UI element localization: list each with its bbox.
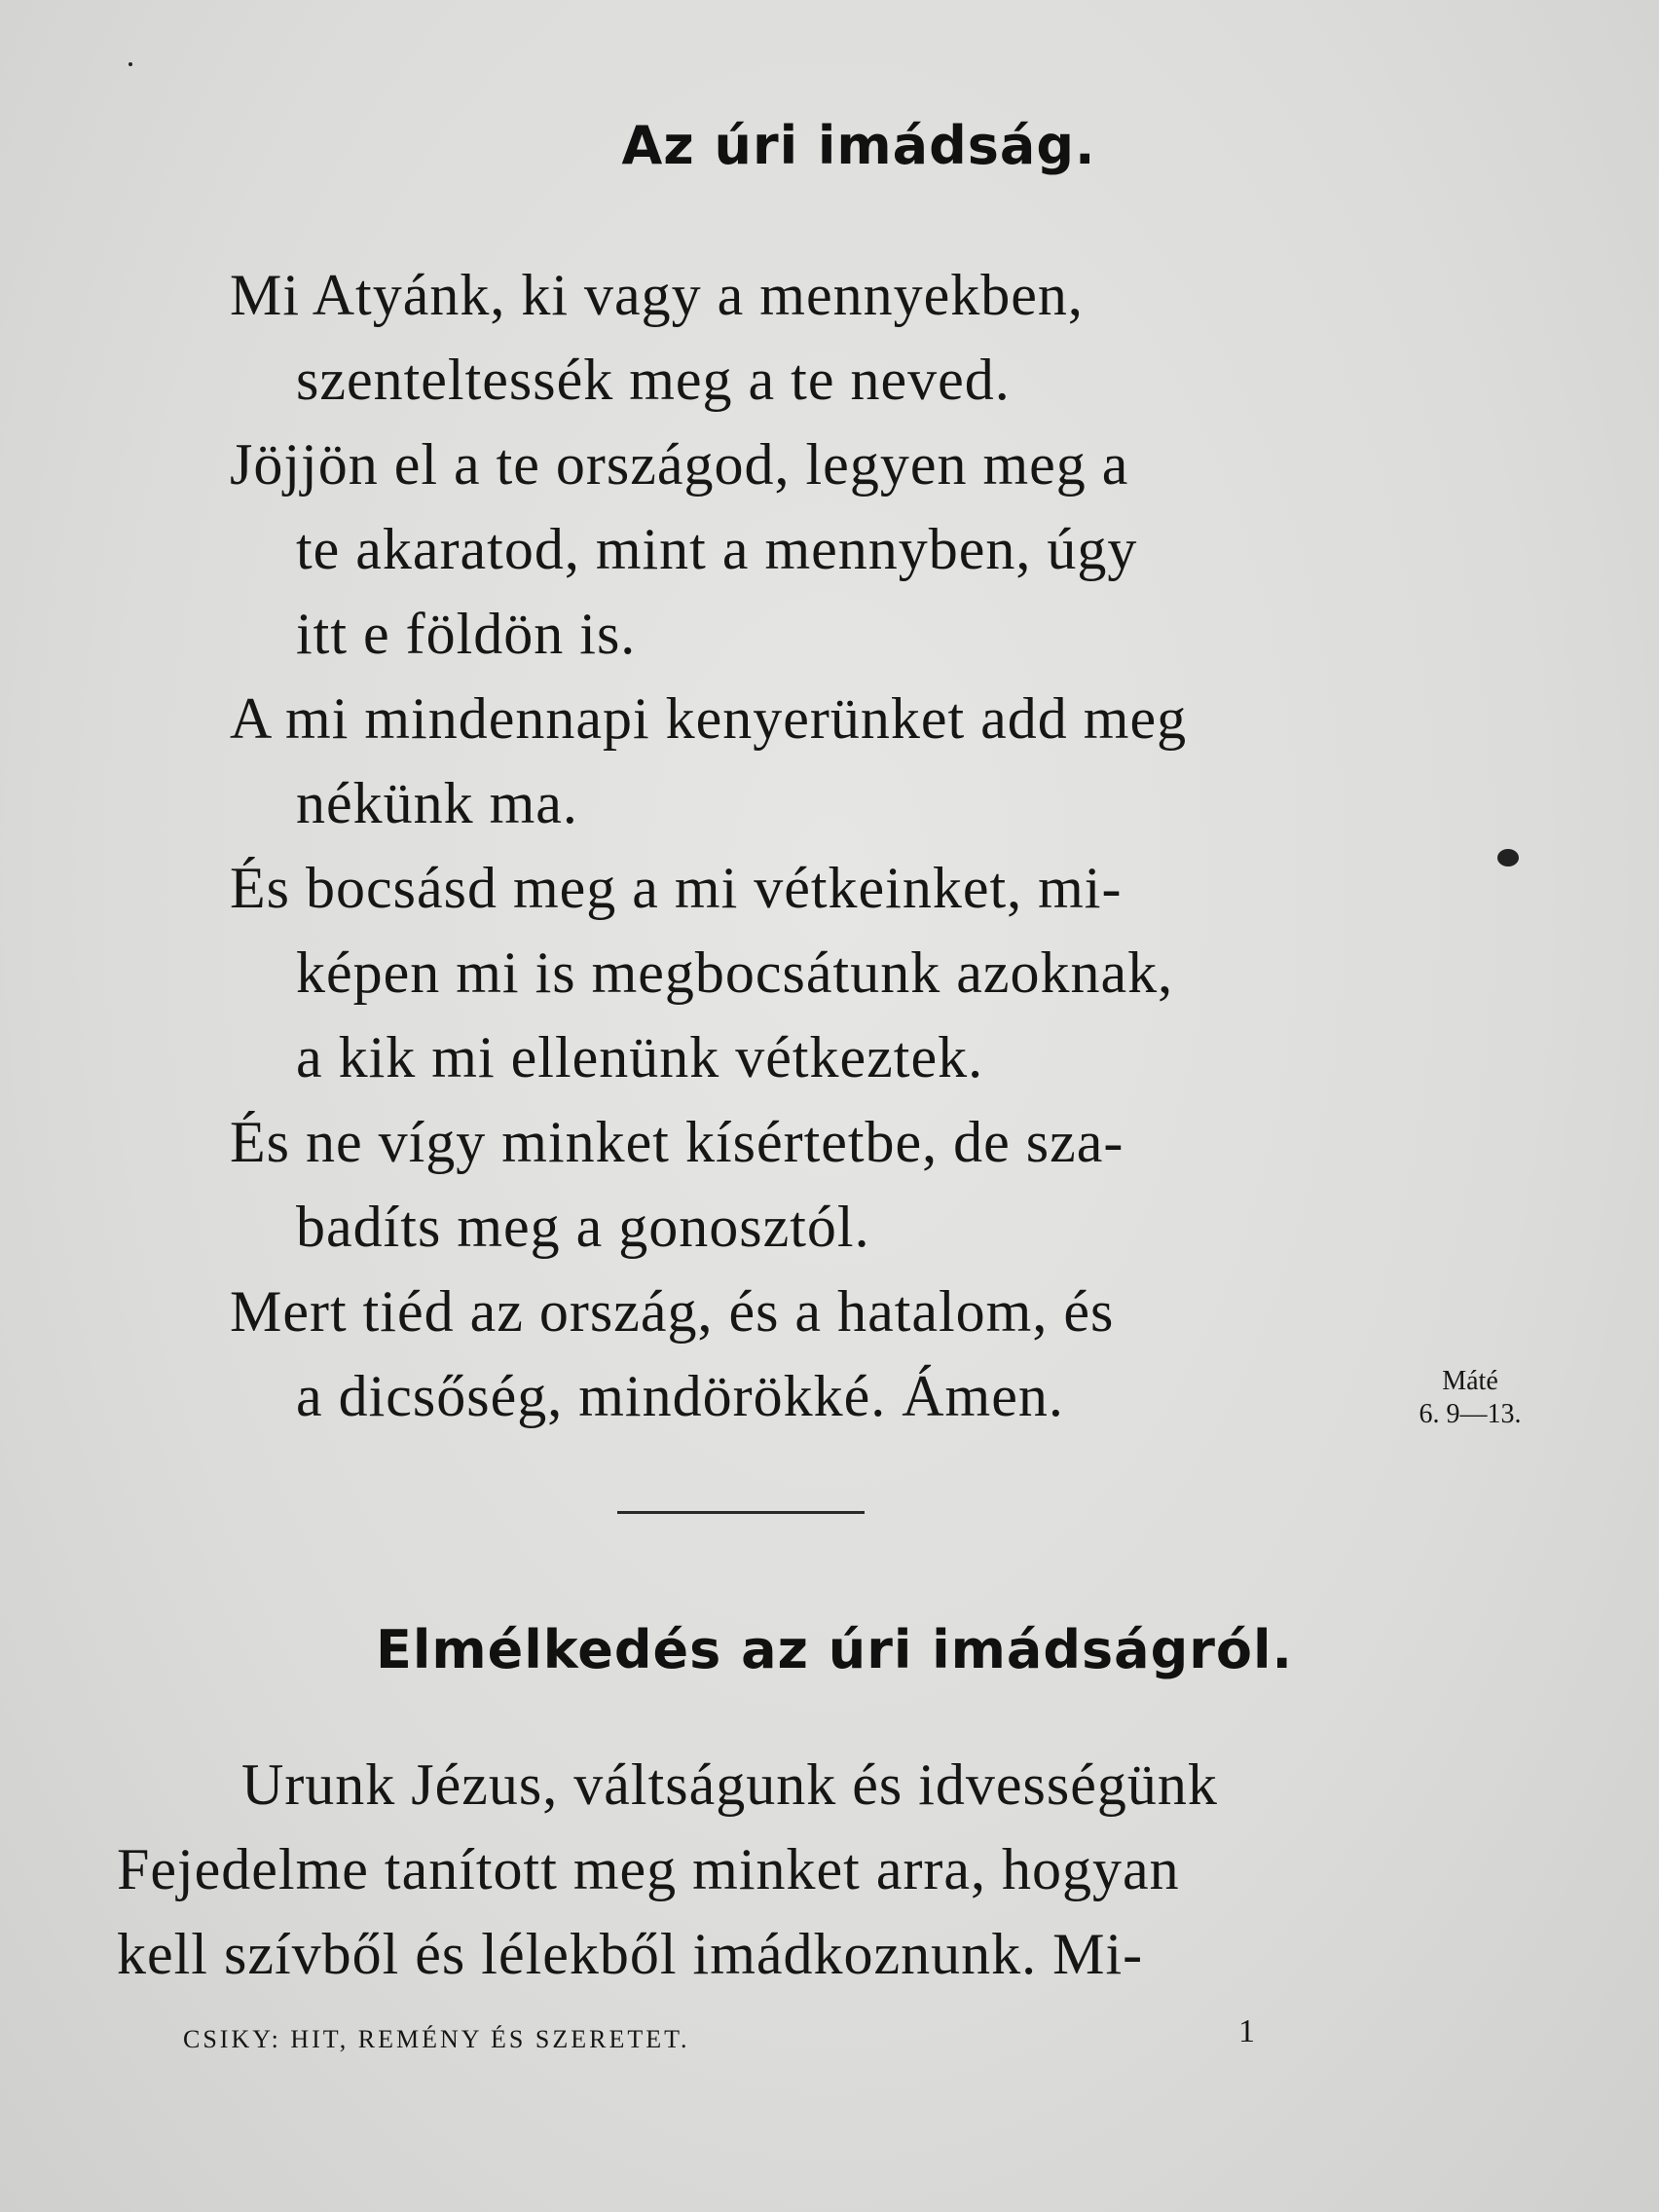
prayer-line: a dicsőség, mindörökké. Ámen.	[296, 1364, 1064, 1428]
prayer-line: itt e földön is.	[296, 602, 637, 666]
margin-reference	[1407, 1365, 1533, 1431]
prayer-line: A mi mindennapi kenyerünket add meg	[230, 686, 1188, 751]
ink-speck	[129, 62, 132, 66]
page-number: 1	[1238, 2013, 1255, 2049]
prayer-line: És ne vígy minket kísértetbe, de sza-	[230, 1110, 1124, 1174]
footer-signature: CSIKY: HIT, REMÉNY ÉS SZERETET.	[183, 2025, 690, 2053]
prayer-line: nékünk ma.	[296, 771, 578, 835]
page-title: Az úri imádság.	[621, 115, 1096, 176]
ink-speck	[1497, 849, 1519, 866]
prayer-line: képen mi is megbocsátunk azoknak,	[296, 940, 1174, 1005]
prayer-line: a kik mi ellenünk vétkeztek.	[296, 1025, 984, 1089]
prayer-line: te akaratod, mint a mennyben, úgy	[296, 517, 1138, 581]
margin-reference-verses: 6. 9—13.	[1419, 1399, 1522, 1429]
prayer-line: És bocsásd meg a mi vétkeinket, mi-	[230, 856, 1123, 920]
prayer-text	[230, 253, 1398, 1439]
section-heading: Elmélkedés az úri imádságról.	[375, 1619, 1294, 1680]
body-line: Urunk Jézus, váltságunk és idvességünk	[241, 1752, 1218, 1817]
prayer-line: Mi Atyánk, ki vagy a mennyekben,	[230, 263, 1084, 327]
body-line: Fejedelme tanított meg minket arra, hogyan	[117, 1837, 1180, 1901]
body-paragraph	[117, 1743, 1382, 1997]
section-divider	[617, 1511, 865, 1514]
margin-reference-book: Máté	[1442, 1366, 1498, 1396]
body-line: kell szívből és lélekből imádkoznunk. Mi-	[117, 1922, 1144, 1986]
prayer-line: Jöjjön el a te országod, legyen meg a	[230, 432, 1129, 497]
prayer-line: szenteltessék meg a te neved.	[296, 348, 1011, 412]
prayer-line: badíts meg a gonosztól.	[296, 1195, 870, 1259]
prayer-line: Mert tiéd az ország, és a hatalom, és	[230, 1279, 1115, 1344]
